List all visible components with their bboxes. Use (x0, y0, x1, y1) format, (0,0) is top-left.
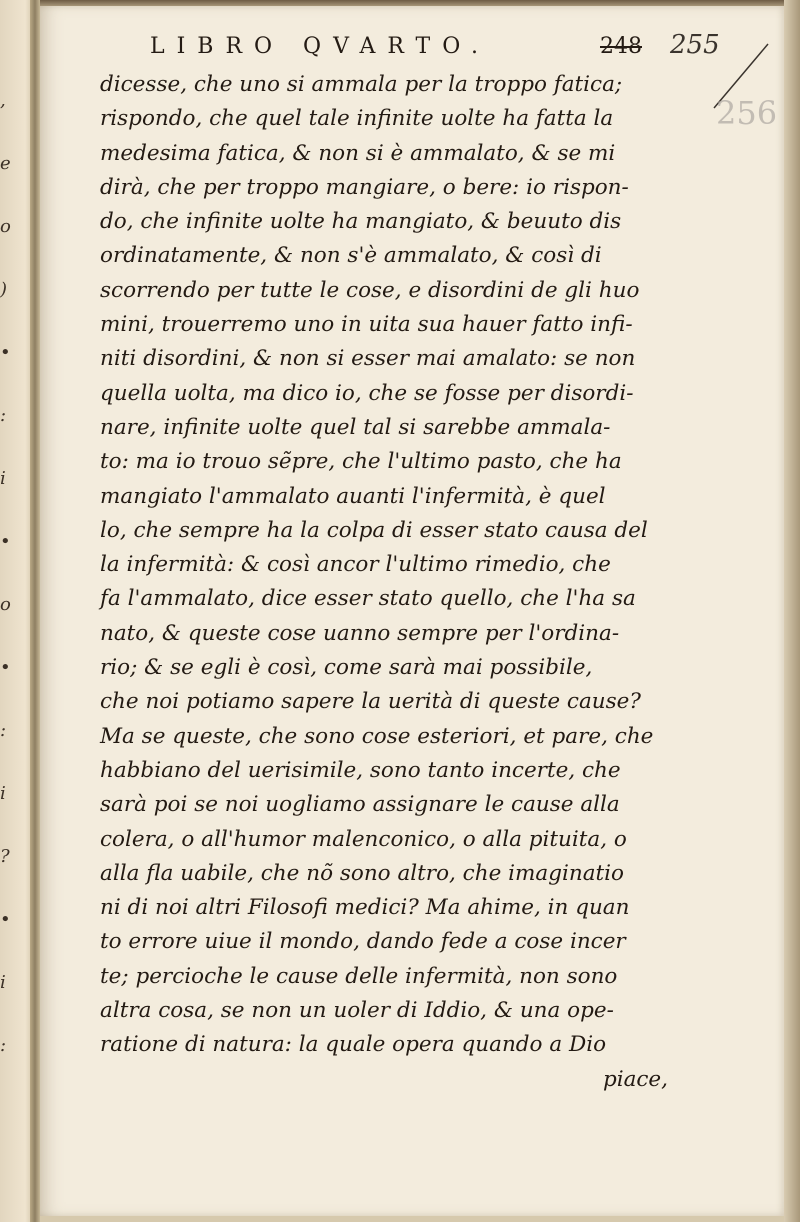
margin-mark: i (0, 468, 6, 489)
margin-mark: o (0, 594, 11, 615)
struck-folio-number: 248 (600, 34, 642, 59)
text-line: alla fla uabile, che nõ sono altro, che imaginatio (100, 860, 624, 886)
text-line: do, che infinite uolte ha mangiato, & beuuto dis (100, 209, 622, 235)
margin-mark: e (0, 153, 11, 174)
text-line: to errore uiue il mondo, dando fede a cose incer (100, 929, 626, 955)
margin-mark: : (0, 405, 7, 426)
page-fore-edge (784, 0, 800, 1222)
text-line: dicesse, che uno si ammala per la troppo fatica; (100, 72, 623, 97)
body-text (100, 68, 680, 1097)
facing-page-margin-marks (0, 90, 14, 1056)
text-line: ni di noi altri Filosofi medici? Ma ahime, in quan (100, 895, 630, 921)
margin-mark: i (0, 783, 6, 804)
text-line: sarà poi se noi uogliamo assignare le cause alla (100, 792, 620, 818)
margin-mark: : (0, 1035, 7, 1056)
text-line: mangiato l'ammalato auanti l'infermità, è quel (100, 483, 606, 509)
folio-number: 255 (670, 30, 720, 60)
text-line: te; percioche le cause delle infermità, non sono (100, 963, 618, 989)
text-line: scorrendo per tutte le cose, e disordini de gli huo (100, 277, 640, 303)
margin-mark: , (0, 90, 6, 111)
text-line: quella uolta, ma dico io, che se fosse per disordi- (100, 380, 634, 406)
running-head (110, 30, 730, 70)
text-line: ordinatamente, & non s'è ammalato, & così di (100, 243, 602, 269)
text-line: rispondo, che quel tale infinite uolte ha fatta la (100, 106, 614, 132)
catchword: piace, (602, 1066, 668, 1092)
text-line: la infermità: & così ancor l'ultimo rimedio, che (100, 552, 611, 578)
book-gutter (30, 0, 40, 1222)
text-line: altra cosa, se non un uoler di Iddio, & una ope- (100, 998, 614, 1024)
running-title: LIBRO QVARTO. (150, 34, 490, 59)
text-line: medesima fatica, & non si è ammalato, & se mi (100, 140, 616, 166)
margin-mark: o (0, 216, 11, 237)
text-line: Ma se queste, che sono cose esteriori, et pare, che (100, 723, 654, 749)
text-line: fa l'ammalato, dice esser stato quello, che l'ha sa (100, 586, 636, 612)
text-line: nare, infinite uolte quel tal si sarebbe ammala- (100, 414, 611, 440)
pencil-folio-number: 256 (716, 94, 778, 132)
text-line: habbiano del uerisimile, sono tanto incerte, che (100, 757, 621, 783)
margin-mark: ? (0, 846, 10, 867)
text-line: rio; & se egli è così, come sarà mai possibile, (100, 655, 593, 681)
margin-mark: ) (0, 279, 8, 300)
margin-mark: • (0, 909, 11, 930)
text-line: niti disordini, & non si esser mai amalato: se non (100, 346, 636, 372)
text-line: dirà, che per troppo mangiare, o bere: io rispon- (100, 174, 629, 200)
text-line: ratione di natura: la quale opera quando a Dio (100, 1032, 607, 1058)
text-line: to: ma io trouo sẽpre, che l'ultimo pasto, che ha (100, 449, 622, 475)
text-line: lo, che sempre ha la colpa di esser stato causa del (100, 517, 648, 543)
book-page (40, 6, 784, 1216)
text-line: che noi potiamo sapere la uerità di queste cause? (100, 689, 641, 715)
margin-mark: • (0, 657, 11, 678)
margin-mark: • (0, 342, 11, 363)
margin-mark: i (0, 972, 6, 993)
text-line: mini, trouerremo uno in uita sua hauer fatto infi- (100, 312, 633, 338)
margin-mark: • (0, 531, 11, 552)
margin-mark: : (0, 720, 7, 741)
text-line: nato, & queste cose uanno sempre per l'ordina- (100, 620, 620, 646)
text-line: colera, o all'humor malenconico, o alla pituita, o (100, 826, 627, 852)
